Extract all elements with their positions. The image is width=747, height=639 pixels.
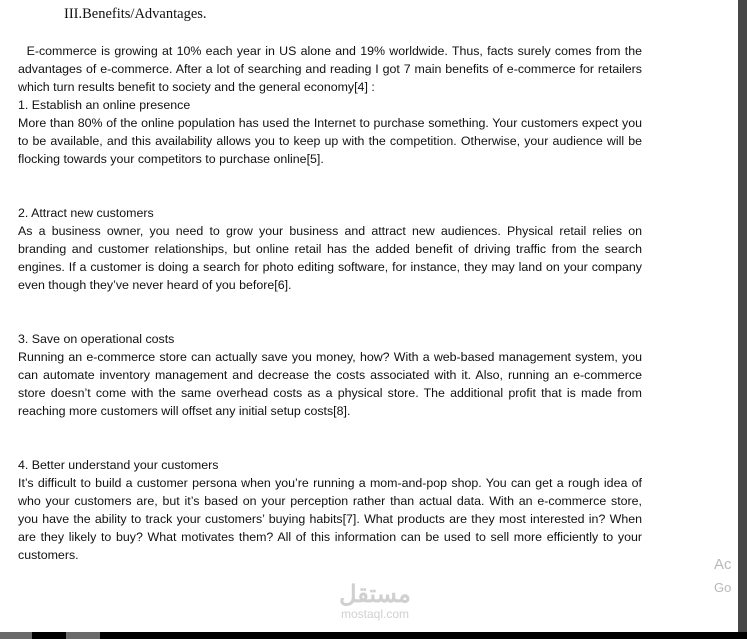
section-title: 1. Establish an online presence: [18, 98, 191, 112]
section-text: It’s difficult to build a customer persona when you’re running a mom-and-pop shop. You can get a rough idea of who your customers are, but it’s based on your perception rather than actual data. With an e-commerce store, you have the ability to track your customers’ buying habits[7]. What products are they most interested in? When are they likely to buy? What motivates them? All of this information can be used to sell more efficiently to your customers.: [18, 476, 642, 562]
section-text: Running an e-commerce store can actually save you money, how? With a web-based management system, you can automate inventory management and decrease the costs associated with it. Also, running an e-commerce store doesn’t come with the same overhead costs as a physical store. The additional profit that is made from reaching more customers will offset any initial setup costs[8].: [18, 350, 642, 418]
activate-windows-line1: Ac: [714, 556, 732, 573]
taskbar-strip: [0, 632, 747, 639]
section-text: As a business owner, you need to grow your business and attract new audiences. Physical retail relies on branding and customer relationships, but online retail has the added benefit of driving traffic from the search engines. If a customer is doing a search for photo editing software, for instance, they may land on your company even though they’ve never heard of you before[6].: [18, 224, 642, 292]
mostaql-watermark: [320, 582, 430, 621]
section-title: 3. Save on operational costs: [18, 332, 175, 346]
activate-windows-line2: Go: [714, 580, 732, 595]
intro-paragraph: E-commerce is growing at 10% each year in US alone and 19% worldwide. Thus, facts surely comes from the advantages of e-commerce. After a lot of searching and reading I got 7 main benefits of e-commerce for retailers which turn results benefit to society and the general economy[4] :: [18, 44, 646, 94]
watermark-latin: mostaql.com: [340, 607, 410, 621]
document-body: [18, 42, 646, 564]
section-title: 2. Attract new customers: [18, 206, 154, 220]
watermark-arabic: مستقل: [339, 581, 411, 608]
section-text: More than 80% of the online population has used the Internet to purchase something. Your customers expect you to be available, and this availability allows you to keep up with the competition. Otherwise, your audience will be flocking towards your competitors to purchase online[5].: [18, 116, 642, 166]
section-title: 4. Better understand your customers: [18, 458, 219, 472]
vertical-scrollbar[interactable]: [738, 0, 747, 632]
section-heading: III.Benefits/Advantages.: [64, 6, 207, 22]
